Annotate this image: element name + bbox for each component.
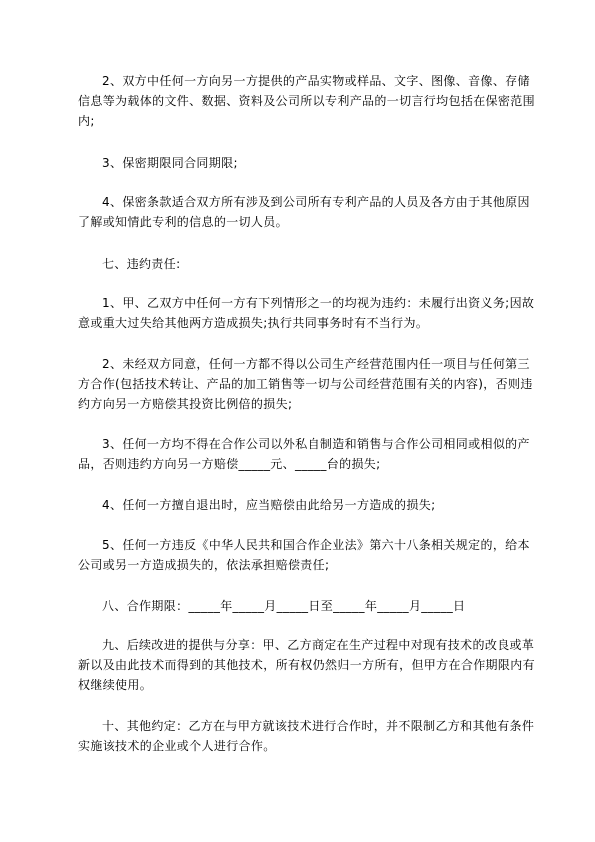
clause-paragraph-legal-violation	[78, 535, 530, 575]
section-heading-liability	[78, 254, 523, 274]
text-line: 2、未经双方同意，任何一方都不得以公司生产经营范围内任一项目与任何第三	[102, 357, 530, 371]
text-line: 品，否则违约方向另一方赔偿_____元、_____台的损失;	[78, 457, 381, 471]
section-heading-cooperation-term	[78, 596, 523, 616]
clause-paragraph-withdrawal	[78, 495, 523, 515]
clause-paragraph-third-party	[78, 354, 533, 414]
text-line: 4、任何一方擅自退出时，应当赔偿由此给另一方造成的损失;	[102, 498, 436, 512]
text-line: 意或重大过失给其他两方造成损失;执行共同事务时有不当行为。	[78, 316, 429, 330]
text-line: 九、后续改进的提供与分享：甲、乙方商定在生产过程中对现有技术的改良或革	[102, 638, 535, 652]
text-line: 新以及由此技术而得到的其他技术，所有权仍然归一方所有，但甲方在合作期限内有	[78, 658, 535, 672]
text-line: 5、任何一方违反《中华人民共和国合作企业法》第六十八条相关规定的，给本	[102, 538, 530, 552]
clause-paragraph-confidential-materials	[78, 71, 535, 131]
clause-paragraph-confidential-term	[78, 153, 523, 173]
text-line: 八、合作期限：_____年_____月_____日至_____年_____月_____日	[102, 599, 466, 613]
text-line: 实施该技术的企业或个人进行合作。	[78, 739, 276, 753]
text-line: 3、保密期限同合同期限;	[102, 156, 238, 170]
text-line: 约方向另一方赔偿其投资比例倍的损失;	[78, 397, 293, 411]
text-line: 了解或知情此专利的信息的一切人员。	[78, 215, 288, 229]
text-line: 1、甲、乙双方中任何一方有下列情形之一的均视为违约：未履行出资义务;因故	[102, 296, 535, 310]
text-line: 3、任何一方均不得在合作公司以外私自制造和销售与合作公司相同或相似的产	[102, 437, 530, 451]
clause-paragraph-breach-definition	[78, 293, 535, 333]
section-paragraph-improvements	[78, 635, 535, 695]
text-line: 方合作(包括技术转让、产品的加工销售等一切与公司经营范围有关的内容)，否则违	[78, 377, 533, 391]
text-line: 4、保密条款适合双方所有涉及到公司所有专利产品的人员及各方由于其他原因	[102, 195, 530, 209]
text-line: 七、违约责任:	[102, 257, 181, 271]
clause-paragraph-competition	[78, 434, 530, 474]
text-line: 内;	[78, 114, 95, 128]
text-line: 2、双方中任何一方向另一方提供的产品实物或样品、文字、图像、音像、存储	[102, 74, 530, 88]
clause-paragraph-confidential-scope	[78, 192, 530, 232]
text-line: 信息等为载体的文件、数据、资料及公司所以专利产品的一切言行均包括在保密范围	[78, 94, 535, 108]
text-line: 权继续使用。	[78, 678, 153, 692]
text-line: 公司或另一方造成损失的，依法承担赔偿责任;	[78, 558, 330, 572]
section-paragraph-other-agreements	[78, 716, 535, 756]
text-line: 十、其他约定：乙方在与甲方就该技术进行合作时，并不限制乙方和其他有条件	[102, 719, 535, 733]
